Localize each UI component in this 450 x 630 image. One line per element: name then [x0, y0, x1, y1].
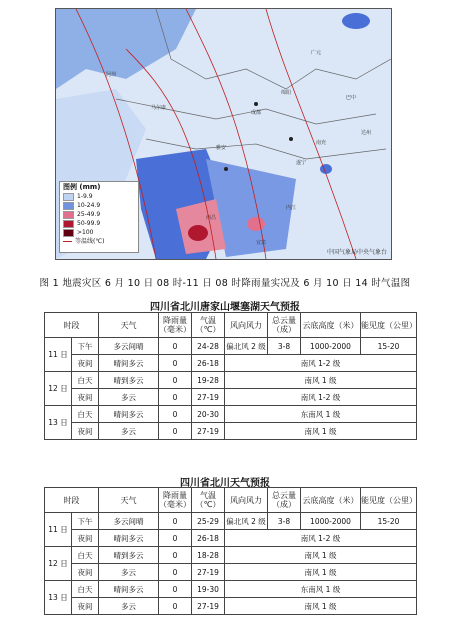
period-cell: 夜间: [72, 530, 99, 547]
weather-cell: 晴间多云: [99, 406, 159, 423]
col-header: 降雨量（毫米）: [159, 488, 192, 513]
wind-cell: 偏北风 2 级: [225, 513, 268, 530]
wind-merged-cell: 东南风 1 级: [225, 581, 417, 598]
period-cell: 白天: [72, 372, 99, 389]
table-row: [45, 564, 417, 581]
weather-cell: 晴到多云: [99, 547, 159, 564]
temp-cell: 19-30: [192, 581, 225, 598]
city-label: 内江: [286, 205, 297, 211]
table-row: [45, 513, 417, 530]
wind-cell: 偏北风 2 级: [225, 338, 268, 355]
cloud-cell: 3-8: [268, 338, 301, 355]
table-row: [45, 372, 417, 389]
weather-cell: 多云: [99, 389, 159, 406]
table-row: [45, 598, 417, 615]
city-label: 成都: [251, 110, 262, 116]
temp-cell: 20-30: [192, 406, 225, 423]
rain-cell: 0: [159, 406, 192, 423]
col-header: 云底高度（米）: [301, 313, 361, 338]
rain-cell: 0: [159, 513, 192, 530]
map-credit: 中国气象局中央气象台: [326, 249, 387, 256]
figure-caption: 图 1 地震灾区 6 月 10 日 08 时-11 日 08 时降雨量实况及 6 月 10 日 14 时气温图: [39, 278, 411, 289]
map-legend: [59, 181, 139, 253]
city-label: 西昌: [206, 215, 217, 221]
period-cell: 夜间: [72, 355, 99, 372]
rain-cell: 0: [159, 547, 192, 564]
forecast-table-2: [44, 487, 417, 615]
weather-cell: 多云间晴: [99, 338, 159, 355]
col-header: 时段: [45, 313, 99, 338]
visibility-cell: 15-20: [361, 338, 417, 355]
day-cell: 13 日: [45, 406, 72, 440]
table-row: [45, 547, 417, 564]
cloud-cell: 3-8: [268, 513, 301, 530]
visibility-cell: 15-20: [361, 513, 417, 530]
temp-cell: 24-28: [192, 338, 225, 355]
table-row: [45, 406, 417, 423]
city-label: 绵阳: [281, 90, 292, 96]
rainfall-temperature-map: [55, 8, 392, 260]
legend-item: 等温线(℃): [63, 237, 135, 246]
temp-cell: 27-19: [192, 598, 225, 615]
temp-cell: 18-28: [192, 547, 225, 564]
city-label: 南充: [316, 140, 327, 146]
city-label: 宜宾: [256, 240, 267, 246]
rain-cell: 0: [159, 389, 192, 406]
table-header-row: [45, 313, 417, 338]
weather-cell: 多云: [99, 598, 159, 615]
weather-cell: 多云: [99, 564, 159, 581]
city-label: 马尔康: [151, 105, 167, 111]
col-header: 气温（℃）: [192, 313, 225, 338]
rain-cell: 0: [159, 355, 192, 372]
rain-cell: 0: [159, 598, 192, 615]
period-cell: 下午: [72, 513, 99, 530]
rain-cell: 0: [159, 564, 192, 581]
wind-merged-cell: 南风 1 级: [225, 423, 417, 440]
weather-cell: 多云间晴: [99, 513, 159, 530]
wind-merged-cell: 东南风 1 级: [225, 406, 417, 423]
col-header: 云底高度（米）: [301, 488, 361, 513]
city-label: 广元: [311, 50, 322, 56]
temp-cell: 27-19: [192, 423, 225, 440]
rain-cell: 0: [159, 530, 192, 547]
cloud-base-cell: 1000-2000: [301, 513, 361, 530]
rain-cell: 0: [159, 372, 192, 389]
wind-merged-cell: 南风 1-2 级: [225, 355, 417, 372]
table-header-row: [45, 488, 417, 513]
legend-item: 1-9.9: [63, 192, 135, 201]
wind-merged-cell: 南风 1-2 级: [225, 530, 417, 547]
temp-cell: 25-29: [192, 513, 225, 530]
table-row: [45, 581, 417, 598]
weather-cell: 晴间多云: [99, 355, 159, 372]
city-label: 巴中: [346, 95, 357, 101]
col-header: 降雨量（毫米）: [159, 313, 192, 338]
table-row: [45, 338, 417, 355]
day-cell: 13 日: [45, 581, 72, 615]
col-header: 时段: [45, 488, 99, 513]
temp-cell: 26-18: [192, 530, 225, 547]
wind-merged-cell: 南风 1 级: [225, 372, 417, 389]
weather-cell: 晴到多云: [99, 372, 159, 389]
period-cell: 夜间: [72, 423, 99, 440]
day-cell: 12 日: [45, 372, 72, 406]
col-header: 能见度（公里）: [361, 313, 417, 338]
temp-cell: 27-19: [192, 564, 225, 581]
col-header: 总云量（成）: [268, 488, 301, 513]
table1-title: 四川省北川唐家山堰塞湖天气预报: [150, 302, 300, 313]
day-cell: 11 日: [45, 338, 72, 372]
rain-cell: 0: [159, 338, 192, 355]
city-label: 遂宁: [296, 160, 307, 166]
legend-item: 10-24.9: [63, 201, 135, 210]
day-cell: 11 日: [45, 513, 72, 547]
cloud-base-cell: 1000-2000: [301, 338, 361, 355]
col-header: 总云量（成）: [268, 313, 301, 338]
col-header: 能见度（公里）: [361, 488, 417, 513]
table2-title: 四川省北川天气预报: [180, 478, 270, 489]
wind-merged-cell: 南风 1 级: [225, 598, 417, 615]
day-cell: 12 日: [45, 547, 72, 581]
weather-cell: 晴间多云: [99, 581, 159, 598]
legend-item: >100: [63, 228, 135, 237]
temp-cell: 26-18: [192, 355, 225, 372]
city-label: 阿坝: [106, 72, 117, 78]
table-row: [45, 389, 417, 406]
weather-cell: 多云: [99, 423, 159, 440]
wind-merged-cell: 南风 1-2 级: [225, 389, 417, 406]
temp-cell: 19-28: [192, 372, 225, 389]
wind-merged-cell: 南风 1 级: [225, 564, 417, 581]
weather-cell: 晴间多云: [99, 530, 159, 547]
period-cell: 夜间: [72, 389, 99, 406]
col-header: 天气: [99, 488, 159, 513]
forecast-table-1: [44, 312, 417, 440]
legend-item: 25-49.9: [63, 210, 135, 219]
table-row: [45, 530, 417, 547]
temp-cell: 27-19: [192, 389, 225, 406]
col-header: 气温（℃）: [192, 488, 225, 513]
city-label: 达州: [361, 130, 372, 136]
period-cell: 下午: [72, 338, 99, 355]
col-header: 天气: [99, 313, 159, 338]
wind-merged-cell: 南风 1 级: [225, 547, 417, 564]
city-label: 雅安: [216, 145, 227, 151]
period-cell: 白天: [72, 547, 99, 564]
period-cell: 夜间: [72, 564, 99, 581]
col-header: 风向风力: [225, 313, 268, 338]
period-cell: 夜间: [72, 598, 99, 615]
table-row: [45, 355, 417, 372]
table-row: [45, 423, 417, 440]
period-cell: 白天: [72, 406, 99, 423]
col-header: 风向风力: [225, 488, 268, 513]
rain-cell: 0: [159, 423, 192, 440]
legend-title: 图例 (mm): [63, 183, 101, 191]
legend-item: 50-99.9: [63, 219, 135, 228]
rain-cell: 0: [159, 581, 192, 598]
period-cell: 白天: [72, 581, 99, 598]
